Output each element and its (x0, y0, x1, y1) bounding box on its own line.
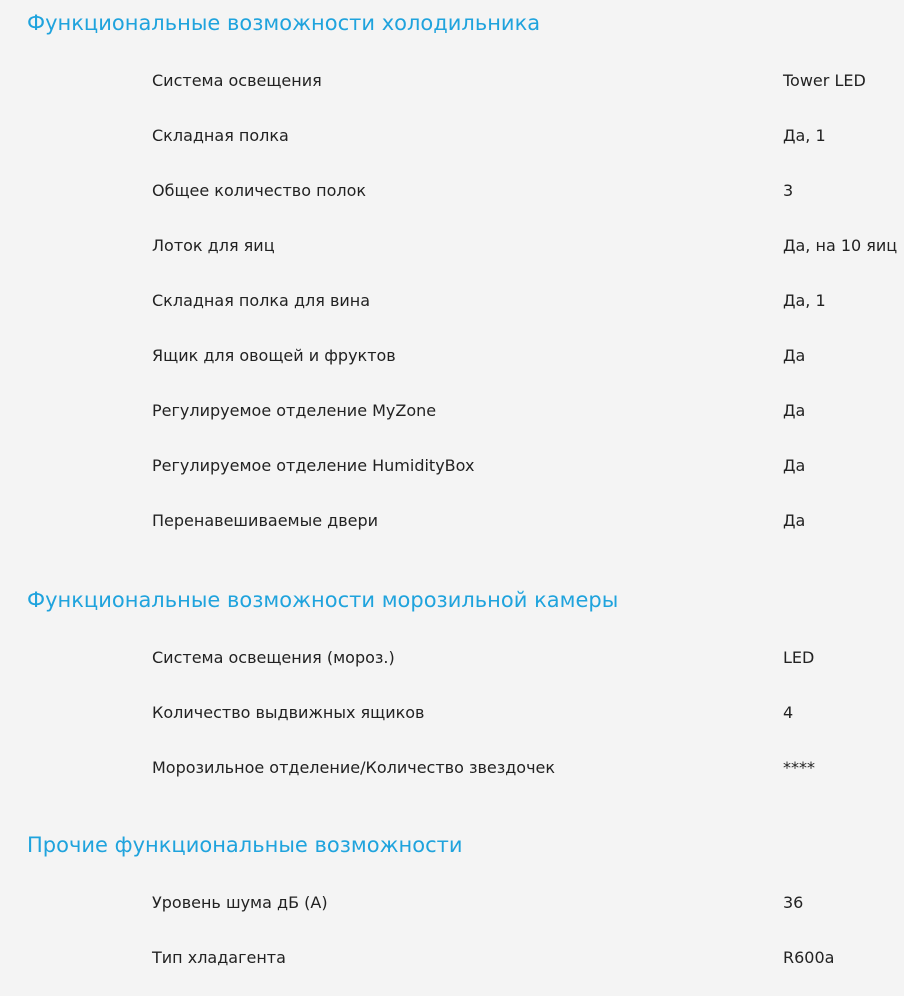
spec-value: Да, на 10 яиц (783, 236, 898, 255)
spec-value: 4 (783, 703, 794, 722)
spec-label: Тип хладагента (152, 948, 286, 967)
spec-row (0, 328, 904, 383)
spec-label: Ящик для овощей и фруктов (152, 346, 396, 365)
spec-row (0, 630, 904, 685)
spec-list (0, 630, 904, 795)
spec-row (0, 163, 904, 218)
spec-label: Регулируемое отделение MyZone (152, 401, 437, 420)
spec-row (0, 740, 904, 795)
spec-value: LED (783, 648, 815, 667)
spec-label: Система освещения (152, 71, 322, 90)
spec-label: Морозильное отделение/Количество звездочек (152, 758, 556, 777)
spec-row (0, 930, 904, 985)
spec-value: Tower LED (783, 71, 866, 90)
section-title: Функциональные возможности морозильной камеры (27, 588, 619, 612)
spec-label: Складная полка для вина (152, 291, 371, 310)
spec-value: Да (783, 511, 806, 530)
spec-value: R600a (783, 948, 835, 967)
spec-row (0, 875, 904, 930)
section-title: Функциональные возможности холодильника (27, 11, 541, 35)
spec-label: Складная полка (152, 126, 289, 145)
spec-label: Регулируемое отделение HumidityBox (152, 456, 475, 475)
spec-value: 36 (783, 893, 804, 912)
spec-value: Да (783, 456, 806, 475)
spec-row (0, 218, 904, 273)
spec-row (0, 273, 904, 328)
spec-row (0, 493, 904, 548)
spec-label: Количество выдвижных ящиков (152, 703, 425, 722)
section-title: Прочие функциональные возможности (27, 833, 463, 857)
spec-value: Да (783, 401, 806, 420)
spec-row (0, 685, 904, 740)
spec-list (0, 53, 904, 548)
section-other-features (0, 822, 904, 985)
spec-label: Система освещения (мороз.) (152, 648, 395, 667)
spec-list (0, 875, 904, 985)
spec-row (0, 383, 904, 438)
spec-label: Уровень шума дБ (A) (152, 893, 328, 912)
spec-value: Да (783, 346, 806, 365)
spec-row (0, 108, 904, 163)
spec-value: Да, 1 (783, 126, 826, 145)
spec-label: Перенавешиваемые двери (152, 511, 379, 530)
spec-row (0, 438, 904, 493)
section-freezer-features (0, 577, 904, 795)
spec-value: Да, 1 (783, 291, 826, 310)
spec-value: 3 (783, 181, 794, 200)
spec-value: **** (783, 758, 815, 777)
spec-label: Лоток для яиц (152, 236, 275, 255)
spec-label: Общее количество полок (152, 181, 367, 200)
spec-row (0, 53, 904, 108)
